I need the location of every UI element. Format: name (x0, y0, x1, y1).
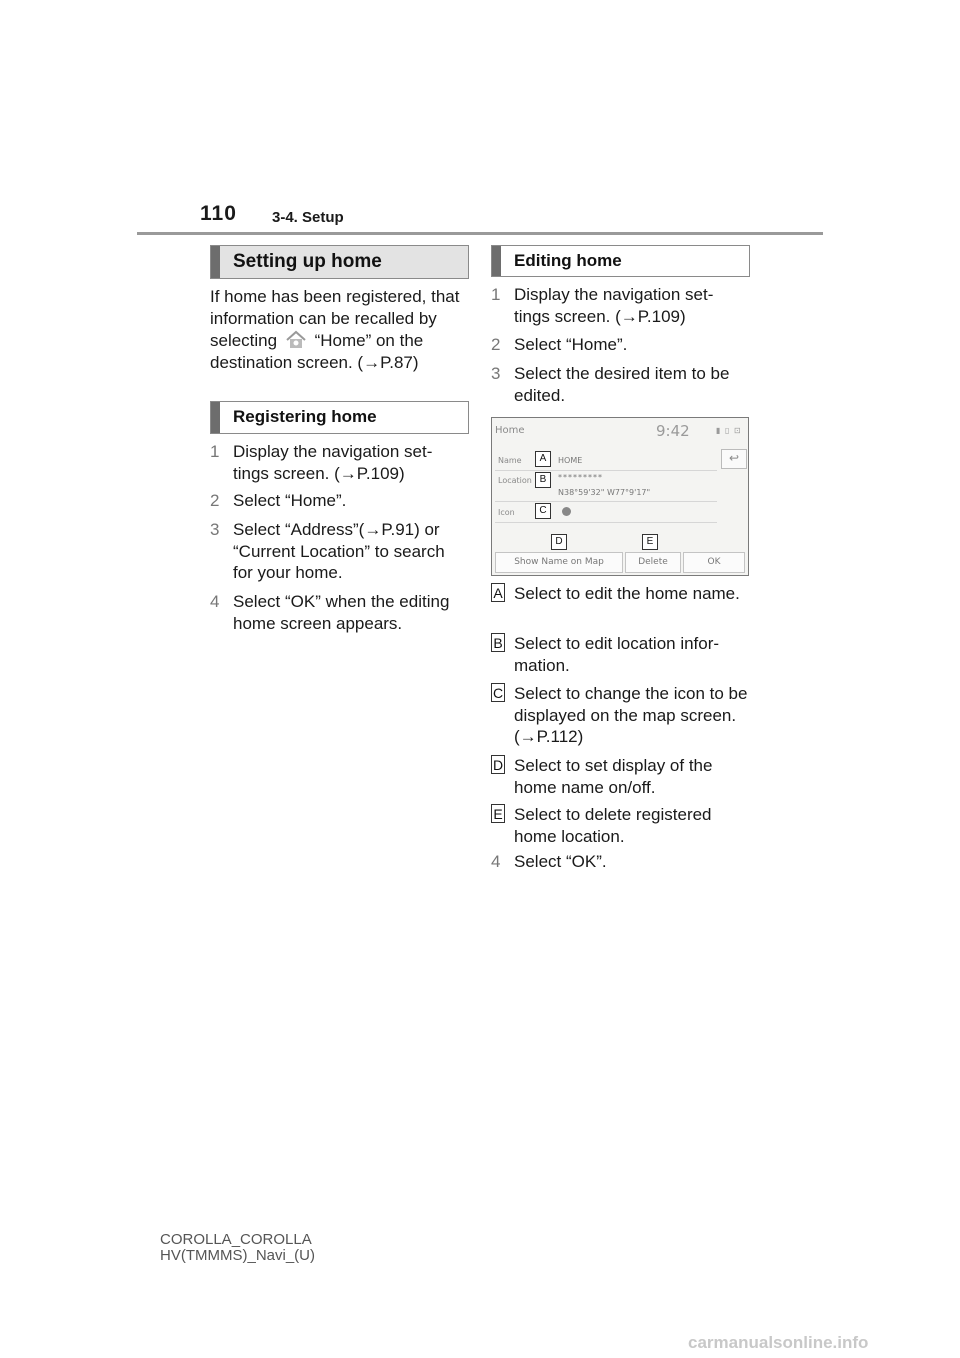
heading-editing-home (491, 245, 750, 277)
callout-b: B (535, 472, 551, 488)
step-right-4 (491, 851, 749, 873)
step-number: 2 (491, 335, 501, 354)
page-number: 110 (200, 202, 237, 225)
footer-model (160, 1232, 315, 1264)
heading-label: Registering home (233, 407, 377, 426)
screen-clock: 9:42 (656, 422, 690, 440)
intro-paragraph (210, 286, 470, 373)
step-text: Select “Address”(→P.91) or “Current Location” to search for your home. (233, 520, 445, 582)
step-number: 2 (210, 491, 220, 510)
label-letter: B (491, 633, 505, 652)
callout-c: C (535, 503, 551, 519)
label-item-a (491, 583, 749, 605)
step-text: Display the navigation set-tings screen. (→P.109) (514, 285, 714, 326)
name-row-label: Name (498, 456, 522, 465)
label-text: Select to delete registered home location. (514, 805, 712, 846)
heading-label: Setting up home (233, 251, 382, 272)
row-divider (495, 522, 717, 523)
label-letter: A (491, 583, 505, 602)
label-item-c (491, 683, 749, 748)
step-text: Select “Home”. (233, 491, 347, 510)
location-row-label: Location (498, 476, 532, 485)
heading-registering-home (210, 401, 469, 434)
intro-text-b: “Home” on the destination screen. (→P.87) (210, 331, 424, 372)
label-letter: E (491, 804, 505, 823)
label-letter: C (492, 685, 504, 701)
step-text: Select “Home”. (514, 335, 628, 354)
callout-e: E (642, 534, 658, 550)
status-icons: ▮ ▯ ⊡ (716, 426, 742, 435)
footer-line-2: HV(TMMMS)_Navi_(U) (160, 1247, 315, 1264)
show-name-on-map-button: Show Name on Map (495, 552, 623, 573)
step-text: Display the navigation set-tings screen. (→P.109) (233, 442, 433, 483)
step-number: 4 (210, 592, 220, 611)
label-text: Select to edit location infor-mation. (514, 634, 720, 675)
home-destination-icon (284, 329, 308, 351)
step-text: Select the desired item to be edited. (514, 364, 730, 405)
step-number: 1 (210, 442, 220, 461)
heading-setting-up-home (210, 245, 469, 279)
step-left-2 (210, 490, 468, 512)
heading-bar (492, 246, 501, 276)
label-item-e (491, 804, 749, 847)
callout-a: A (535, 451, 551, 467)
step-number: 1 (491, 285, 501, 304)
step-text: Select “OK” when the editing home screen appears. (233, 592, 450, 633)
step-left-1 (210, 441, 468, 484)
delete-button: Delete (625, 552, 681, 573)
footer-line-1: COROLLA_COROLLA (160, 1231, 312, 1248)
heading-bar (211, 402, 220, 433)
section-title: 3-4. Setup (272, 209, 344, 226)
step-right-3 (491, 363, 749, 406)
step-text: Select “OK”. (514, 852, 607, 871)
label-item-d (491, 755, 749, 798)
edit-home-screen-image (491, 417, 749, 576)
location-coords: N38°59'32" W77°9'17" (558, 488, 651, 497)
home-location-icon (562, 507, 571, 516)
label-item-b (491, 633, 749, 676)
location-dots: ********* (558, 473, 603, 482)
step-number: 3 (210, 520, 220, 539)
screen-title: Home (495, 425, 525, 436)
step-number: 3 (491, 364, 501, 383)
row-divider (495, 470, 717, 471)
header-rule (137, 232, 823, 235)
watermark: carmanualsonline.info (688, 1333, 869, 1352)
step-number: 4 (491, 852, 501, 871)
intro-text-a: If home has been registered, that information can be recalled by selecting (210, 287, 460, 350)
row-divider (495, 501, 717, 502)
label-text: Select to edit the home name. (514, 584, 740, 603)
step-right-2 (491, 334, 749, 356)
step-right-1 (491, 284, 749, 327)
label-text: Select to change the icon to be displayed on the map screen. (→P.112) (514, 684, 748, 746)
name-value: HOME (558, 456, 583, 465)
heading-label: Editing home (514, 251, 622, 270)
callout-d: D (551, 534, 567, 550)
back-icon: ↩ (721, 449, 747, 469)
ok-button: OK (683, 552, 745, 573)
step-left-4 (210, 591, 468, 634)
label-letter: D (492, 757, 504, 773)
step-left-3 (210, 519, 468, 584)
label-text: Select to set display of the home name on/off. (514, 756, 713, 797)
heading-bar (211, 246, 220, 278)
icon-row-label: Icon (498, 508, 515, 517)
